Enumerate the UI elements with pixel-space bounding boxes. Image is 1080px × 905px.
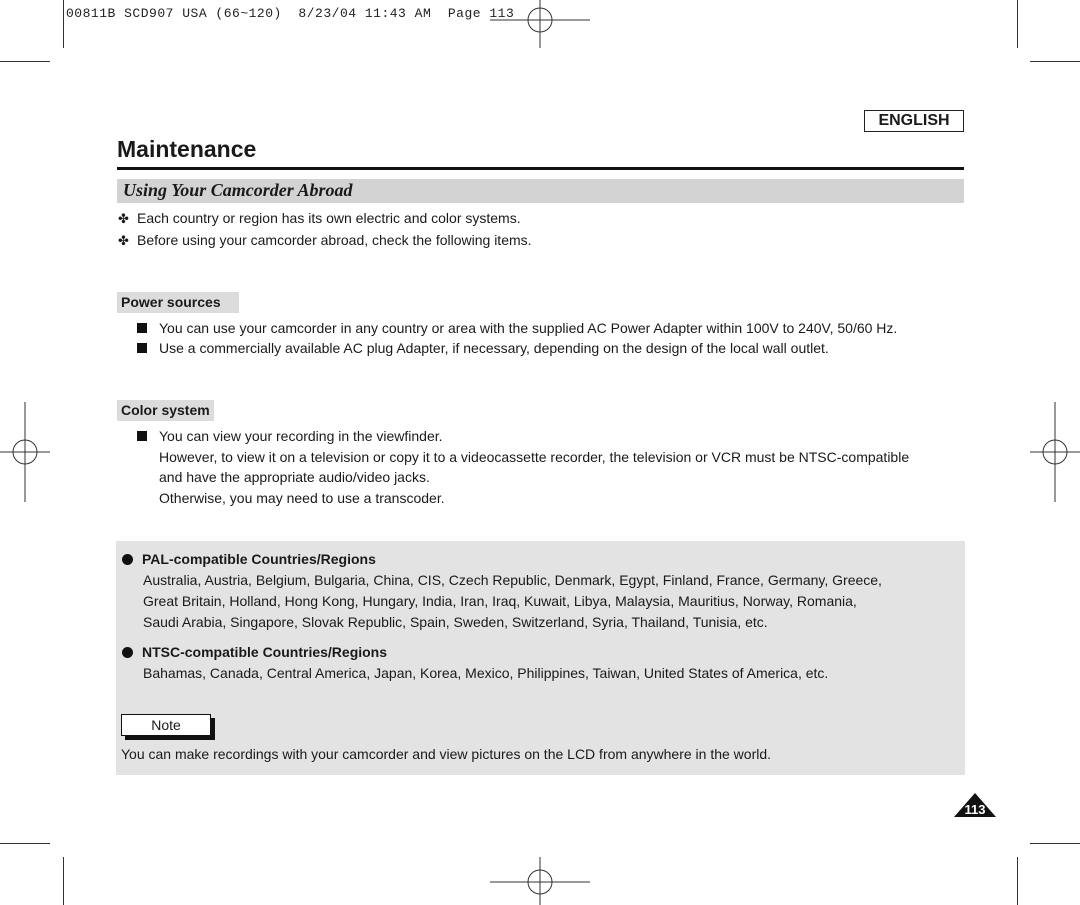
crop-mark <box>1017 857 1018 905</box>
intro-text: Before using your camcorder abroad, check the following items. <box>137 232 532 248</box>
note-text: You can make recordings with your camcorder and view pictures on the LCD from anywhere in the world. <box>121 746 772 762</box>
intro-item <box>118 210 521 227</box>
pal-country-line: Great Britain, Holland, Hong Kong, Hungary, India, Iran, Iraq, Kuwait, Libya, Malaysia, Mauritius, Norway, Romania, <box>143 593 857 609</box>
ntsc-country-line: Bahamas, Canada, Central America, Japan, Korea, Mexico, Philippines, Taiwan, United States of America, etc. <box>143 665 829 681</box>
crop-mark <box>0 61 50 62</box>
crop-mark <box>1030 843 1080 844</box>
square-bullet-icon <box>137 343 147 353</box>
page-title: Maintenance <box>117 136 257 162</box>
color-detail-line: However, to view it on a television or copy it to a videocassette recorder, the television or VCR must be NTSC-compatible <box>159 449 910 465</box>
registration-mark-icon <box>0 402 50 502</box>
power-item <box>137 338 829 359</box>
color-detail-line: Otherwise, you may need to use a transcoder. <box>159 490 445 506</box>
crop-mark <box>1017 0 1018 48</box>
title-divider <box>117 167 964 170</box>
pal-country-line: Saudi Arabia, Singapore, Slovak Republic, Spain, Sweden, Switzerland, Syria, Thailand, Tunisia, etc. <box>143 614 768 630</box>
power-item <box>137 318 897 339</box>
page-number: 113 <box>964 802 986 817</box>
intro-text: Each country or region has its own electric and color systems. <box>137 210 521 226</box>
square-bullet-icon <box>137 431 147 441</box>
registration-mark-icon <box>490 855 590 905</box>
power-sources-label: Power sources <box>117 292 239 313</box>
pal-heading-text: PAL-compatible Countries/Regions <box>142 551 376 567</box>
ntsc-heading-text: NTSC-compatible Countries/Regions <box>142 644 388 660</box>
registration-mark-icon <box>490 0 590 50</box>
ntsc-heading <box>122 644 387 660</box>
section-title: Using Your Camcorder Abroad <box>123 180 353 200</box>
power-item-text: Use a commercially available AC plug Adapter, if necessary, depending on the design of the local wall outlet. <box>159 340 829 356</box>
intro-item <box>118 232 532 249</box>
language-badge: ENGLISH <box>864 110 964 132</box>
crop-mark <box>63 0 64 48</box>
registration-mark-icon <box>1030 402 1080 502</box>
color-item <box>137 426 443 447</box>
color-system-label: Color system <box>117 400 214 421</box>
cross-bullet-icon: ✤ <box>118 211 129 226</box>
circle-bullet-icon <box>122 647 133 658</box>
cross-bullet-icon: ✤ <box>118 233 129 248</box>
pal-country-line: Australia, Austria, Belgium, Bulgaria, China, CIS, Czech Republic, Denmark, Egypt, Finland, France, Germany, Greece, <box>143 572 882 588</box>
note-label: Note <box>121 714 211 736</box>
circle-bullet-icon <box>122 554 133 565</box>
crop-mark <box>1030 61 1080 62</box>
crop-mark <box>63 857 64 905</box>
square-bullet-icon <box>137 323 147 333</box>
pal-heading <box>122 551 376 567</box>
section-header <box>117 179 964 203</box>
color-item-text: You can view your recording in the viewfinder. <box>159 428 443 444</box>
power-item-text: You can use your camcorder in any country or area with the supplied AC Power Adapter within 100V to 240V, 50/60 Hz. <box>159 320 898 336</box>
color-detail-line: and have the appropriate audio/video jacks. <box>159 469 430 485</box>
crop-mark <box>0 843 50 844</box>
page-number-badge <box>953 792 997 818</box>
print-header: 00811B SCD907 USA (66~120) 8/23/04 11:43 AM Page 113 <box>66 6 515 21</box>
